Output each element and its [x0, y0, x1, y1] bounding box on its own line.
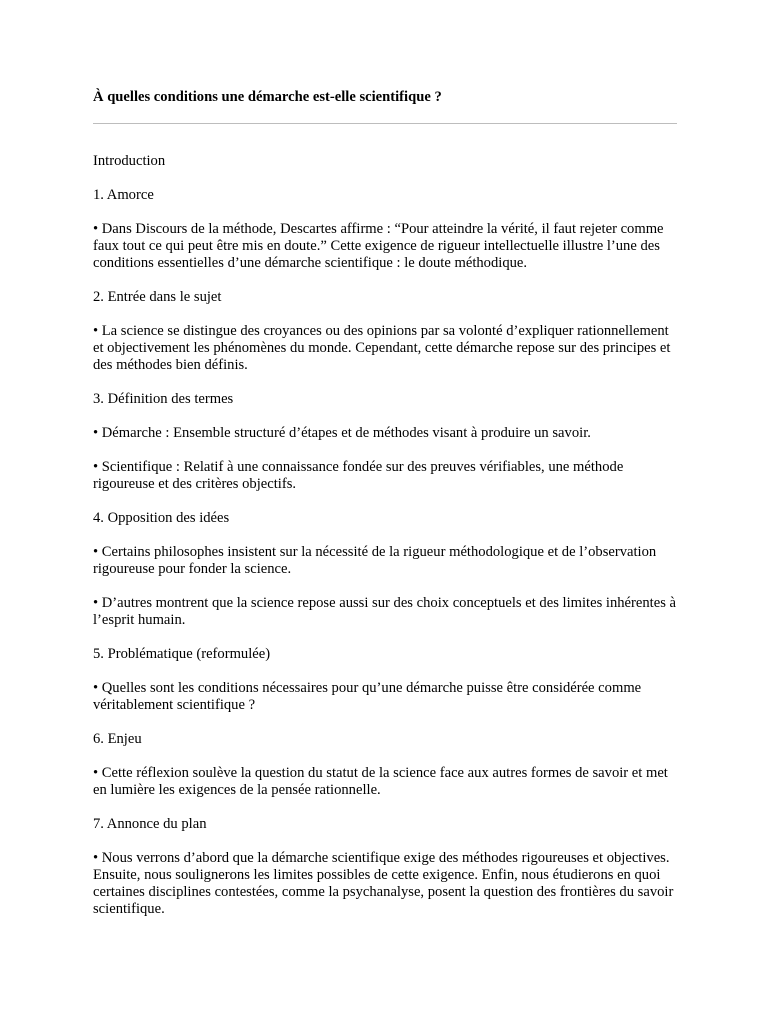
document-page	[93, 88, 677, 935]
paragraph-entree: • La science se distingue des croyances ou des opinions par sa volonté d’expliquer rationnellement et objectivement les phénomènes du monde. Cependant, cette démarche repose sur des principes et des méthodes bien définis.	[93, 323, 671, 373]
paragraph-enjeu: • Cette réflexion soulève la question du statut de la science face aux autres formes de savoir et met en lumière les exigences de la pensée rationnelle.	[93, 765, 668, 798]
section-heading-introduction: Introduction	[93, 153, 166, 169]
paragraph-amorce: • Dans Discours de la méthode, Descartes affirme : “Pour atteindre la vérité, il faut rejeter comme faux tout ce qui peut être mis en doute.” Cette exigence de rigueur intellectuelle illustre l’une des conditions essentielles d’une démarche scientifique : le doute méthodique.	[93, 221, 664, 271]
paragraph-definition-demarche: • Démarche : Ensemble structuré d’étapes et de méthodes visant à produire un savoir.	[93, 425, 591, 441]
paragraph-opposition-1: • Certains philosophes insistent sur la nécessité de la rigueur méthodologique et de l’observation rigoureuse pour fonder la science.	[93, 544, 657, 577]
section-heading-amorce: 1. Amorce	[93, 187, 154, 203]
section-heading-enjeu: 6. Enjeu	[93, 731, 142, 747]
document-title: À quelles conditions une démarche est-elle scientifique ?	[93, 89, 442, 105]
document-body	[93, 153, 677, 918]
paragraph-definition-scientifique: • Scientifique : Relatif à une connaissance fondée sur des preuves vérifiables, une méthode rigoureuse et des critères objectifs.	[93, 459, 624, 492]
paragraph-opposition-2: • D’autres montrent que la science repose aussi sur des choix conceptuels et des limites inhérentes à l’esprit humain.	[93, 595, 676, 628]
paragraph-problematique: • Quelles sont les conditions nécessaires pour qu’une démarche puisse être considérée comme véritablement scientifique ?	[93, 680, 642, 713]
section-heading-plan: 7. Annonce du plan	[93, 816, 207, 832]
paragraph-plan: • Nous verrons d’abord que la démarche scientifique exige des méthodes rigoureuses et objectives. Ensuite, nous soulignerons les limites possibles de cette exigence. Enfin, nous étudierons en quoi certaines disciplines contestées, comme la psychanalyse, posent la question des frontières du savoir scientifique.	[93, 850, 674, 917]
section-heading-problematique: 5. Problématique (reformulée)	[93, 646, 271, 662]
title-divider	[93, 123, 677, 124]
section-heading-opposition: 4. Opposition des idées	[93, 510, 230, 526]
section-heading-definition: 3. Définition des termes	[93, 391, 234, 407]
section-heading-entree: 2. Entrée dans le sujet	[93, 289, 222, 305]
